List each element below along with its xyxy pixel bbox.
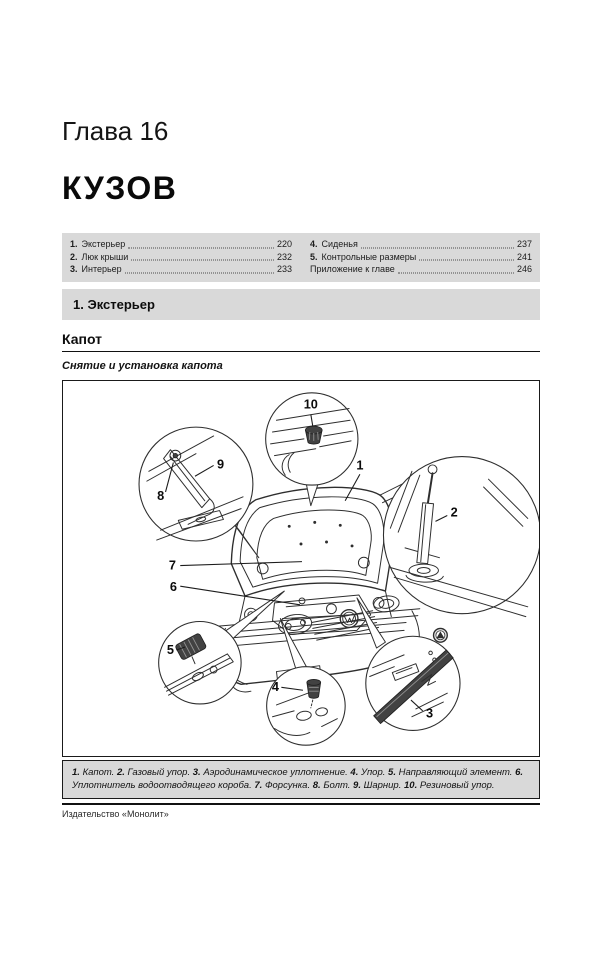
toc-item-number: 1.: [70, 239, 78, 249]
figure-callout-number: 4: [271, 678, 280, 694]
toc-item-label: Приложение к главе: [310, 264, 395, 274]
figure-callout-number: 3: [426, 705, 434, 721]
topic-heading: Капот: [62, 331, 540, 352]
chapter-label: Глава 16: [62, 116, 169, 146]
caption-item: 3. Аэродинамическое уплотнение.: [192, 766, 348, 778]
toc-item-number: 4.: [310, 239, 318, 249]
figure-callout-number: 7: [168, 556, 176, 572]
toc-item: [70, 263, 292, 276]
toc-item-page: 246: [516, 264, 532, 274]
toc-item-page: 241: [516, 251, 532, 262]
toc-item-page: 237: [516, 239, 532, 249]
manual-page: [0, 116, 600, 819]
toc-item-label: Экстерьер: [81, 239, 126, 249]
toc-dot-leader: [361, 247, 514, 248]
hood-pad-dots: [288, 520, 354, 547]
toc-item: [310, 238, 532, 251]
toc-dot-leader: [128, 247, 274, 248]
figure-callout-number: 5: [166, 641, 174, 657]
callout-circle-2: [383, 456, 539, 613]
figure-callout-number: 1: [356, 456, 364, 472]
toc-dot-leader: [125, 272, 274, 273]
toc-item: [310, 251, 532, 264]
publisher-footer: Издательство «Монолит»: [62, 808, 169, 819]
toc-dot-leader: [419, 260, 514, 261]
figure-box: [62, 380, 540, 757]
procedure-heading: Снятие и установка капота: [62, 359, 223, 372]
caption-item: 7. Форсунка.: [254, 779, 311, 791]
caption-item: 2. Газовый упор.: [116, 766, 191, 778]
toc-item-number: 2.: [70, 251, 78, 262]
figure-callout-number: 2: [450, 503, 458, 519]
caption-item: 6. Уплотнитель водоотводящего короба.: [72, 766, 523, 791]
toc-dot-leader: [131, 260, 274, 261]
toc-item-number: 3.: [70, 264, 78, 274]
footer-rule: [62, 803, 540, 805]
figure-callout-number: 8: [157, 487, 165, 503]
figure-caption: [62, 760, 540, 799]
figure-callout-number: 6: [169, 578, 177, 594]
toc-item-label: Сиденья: [321, 239, 358, 249]
callout-circle-8-9: [139, 427, 253, 541]
toc-item-label: Контрольные размеры: [321, 251, 417, 262]
monolit-logo: [434, 628, 448, 642]
toc-item-label: Люк крыши: [81, 251, 129, 262]
caption-item: 5. Направляющий элемент.: [388, 766, 513, 778]
caption-item: 10. Резиновый упор.: [404, 779, 495, 791]
section-header: 1. Экстерьер: [62, 289, 540, 320]
toc-right-column: [310, 238, 532, 276]
chapter-toc: [62, 233, 540, 282]
toc-item-page: 220: [276, 239, 292, 249]
toc-item-number: 5.: [310, 251, 318, 262]
toc-item: [70, 238, 292, 251]
caption-item: 4. Упор.: [350, 766, 386, 778]
toc-dot-leader: [398, 272, 514, 273]
caption-item: 8. Болт.: [312, 779, 351, 791]
figure-callout-number: 9: [216, 455, 225, 471]
toc-item-page: 233: [276, 264, 292, 274]
caption-item: 9. Шарнир.: [353, 779, 402, 791]
toc-item: [310, 263, 532, 276]
toc-item-page: 232: [276, 251, 292, 262]
hood-diagram: [63, 381, 539, 756]
figure-callout-number: 10: [303, 395, 318, 411]
chapter-title: КУЗОВ: [62, 170, 178, 206]
callout-circle-5: [159, 621, 241, 703]
toc-item: [70, 251, 292, 264]
toc-item-label: Интерьер: [81, 264, 122, 274]
caption-item: 1. Капот.: [72, 766, 115, 778]
toc-left-column: [70, 238, 292, 276]
